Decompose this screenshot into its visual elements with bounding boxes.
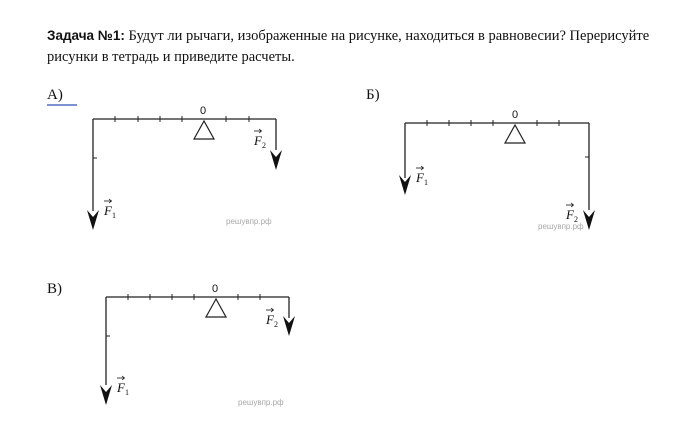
figure-a-force2-label: F xyxy=(254,133,262,148)
task-title: Задача №1: xyxy=(47,28,125,43)
figure-v-force1-sub: 1 xyxy=(125,388,129,397)
figure-a xyxy=(87,105,282,230)
figure-a-force2-sub: 2 xyxy=(262,141,266,150)
figure-b-force1-sub: 1 xyxy=(424,178,428,187)
figure-v-pivot-label: 0 xyxy=(212,283,219,295)
figure-v-label: В) xyxy=(47,281,62,297)
figure-b-force2-sub: 2 xyxy=(574,215,578,224)
figure-a-force1-sub: 1 xyxy=(112,211,116,220)
figure-b-force2-arrow xyxy=(583,210,595,230)
figure-v-force2-sub: 2 xyxy=(274,320,278,329)
figure-v-force1-arrow xyxy=(100,385,112,405)
figure-v xyxy=(100,283,295,407)
figure-a-force1-arrow xyxy=(87,210,99,230)
figure-a-ticks xyxy=(93,116,249,158)
figure-b-pivot-label: 0 xyxy=(512,109,519,121)
figure-v-force1-label: F xyxy=(117,380,125,395)
figure-a-pivot-label: 0 xyxy=(200,105,207,117)
figure-a-force1-label: F xyxy=(104,203,112,218)
figure-b-force2-label: F xyxy=(566,207,574,222)
figure-b-label: Б) xyxy=(366,87,380,103)
figure-b-pivot xyxy=(505,125,525,143)
figure-a-force2-arrow xyxy=(270,150,282,170)
figure-v-force2-arrow xyxy=(283,316,295,336)
figure-b-force1-label: F xyxy=(416,170,424,185)
task-body: Будут ли рычаги, изображенные на рисунке, находиться в равновесии? Перерисуйте рисунки в тетрадь и приведите расчеты. xyxy=(47,28,650,65)
figure-v-watermark: решувпр.рф xyxy=(238,398,284,407)
figure-a-pivot xyxy=(194,121,214,139)
figure-v-ticks xyxy=(106,294,260,336)
figure-b xyxy=(399,109,595,231)
figure-a-label: А) xyxy=(47,87,77,106)
figure-b-watermark: решувпр.рф xyxy=(538,222,584,231)
figure-v-force2-label: F xyxy=(266,312,274,327)
figure-a-watermark: решувпр.рф xyxy=(226,217,272,226)
figure-v-pivot xyxy=(206,299,226,317)
